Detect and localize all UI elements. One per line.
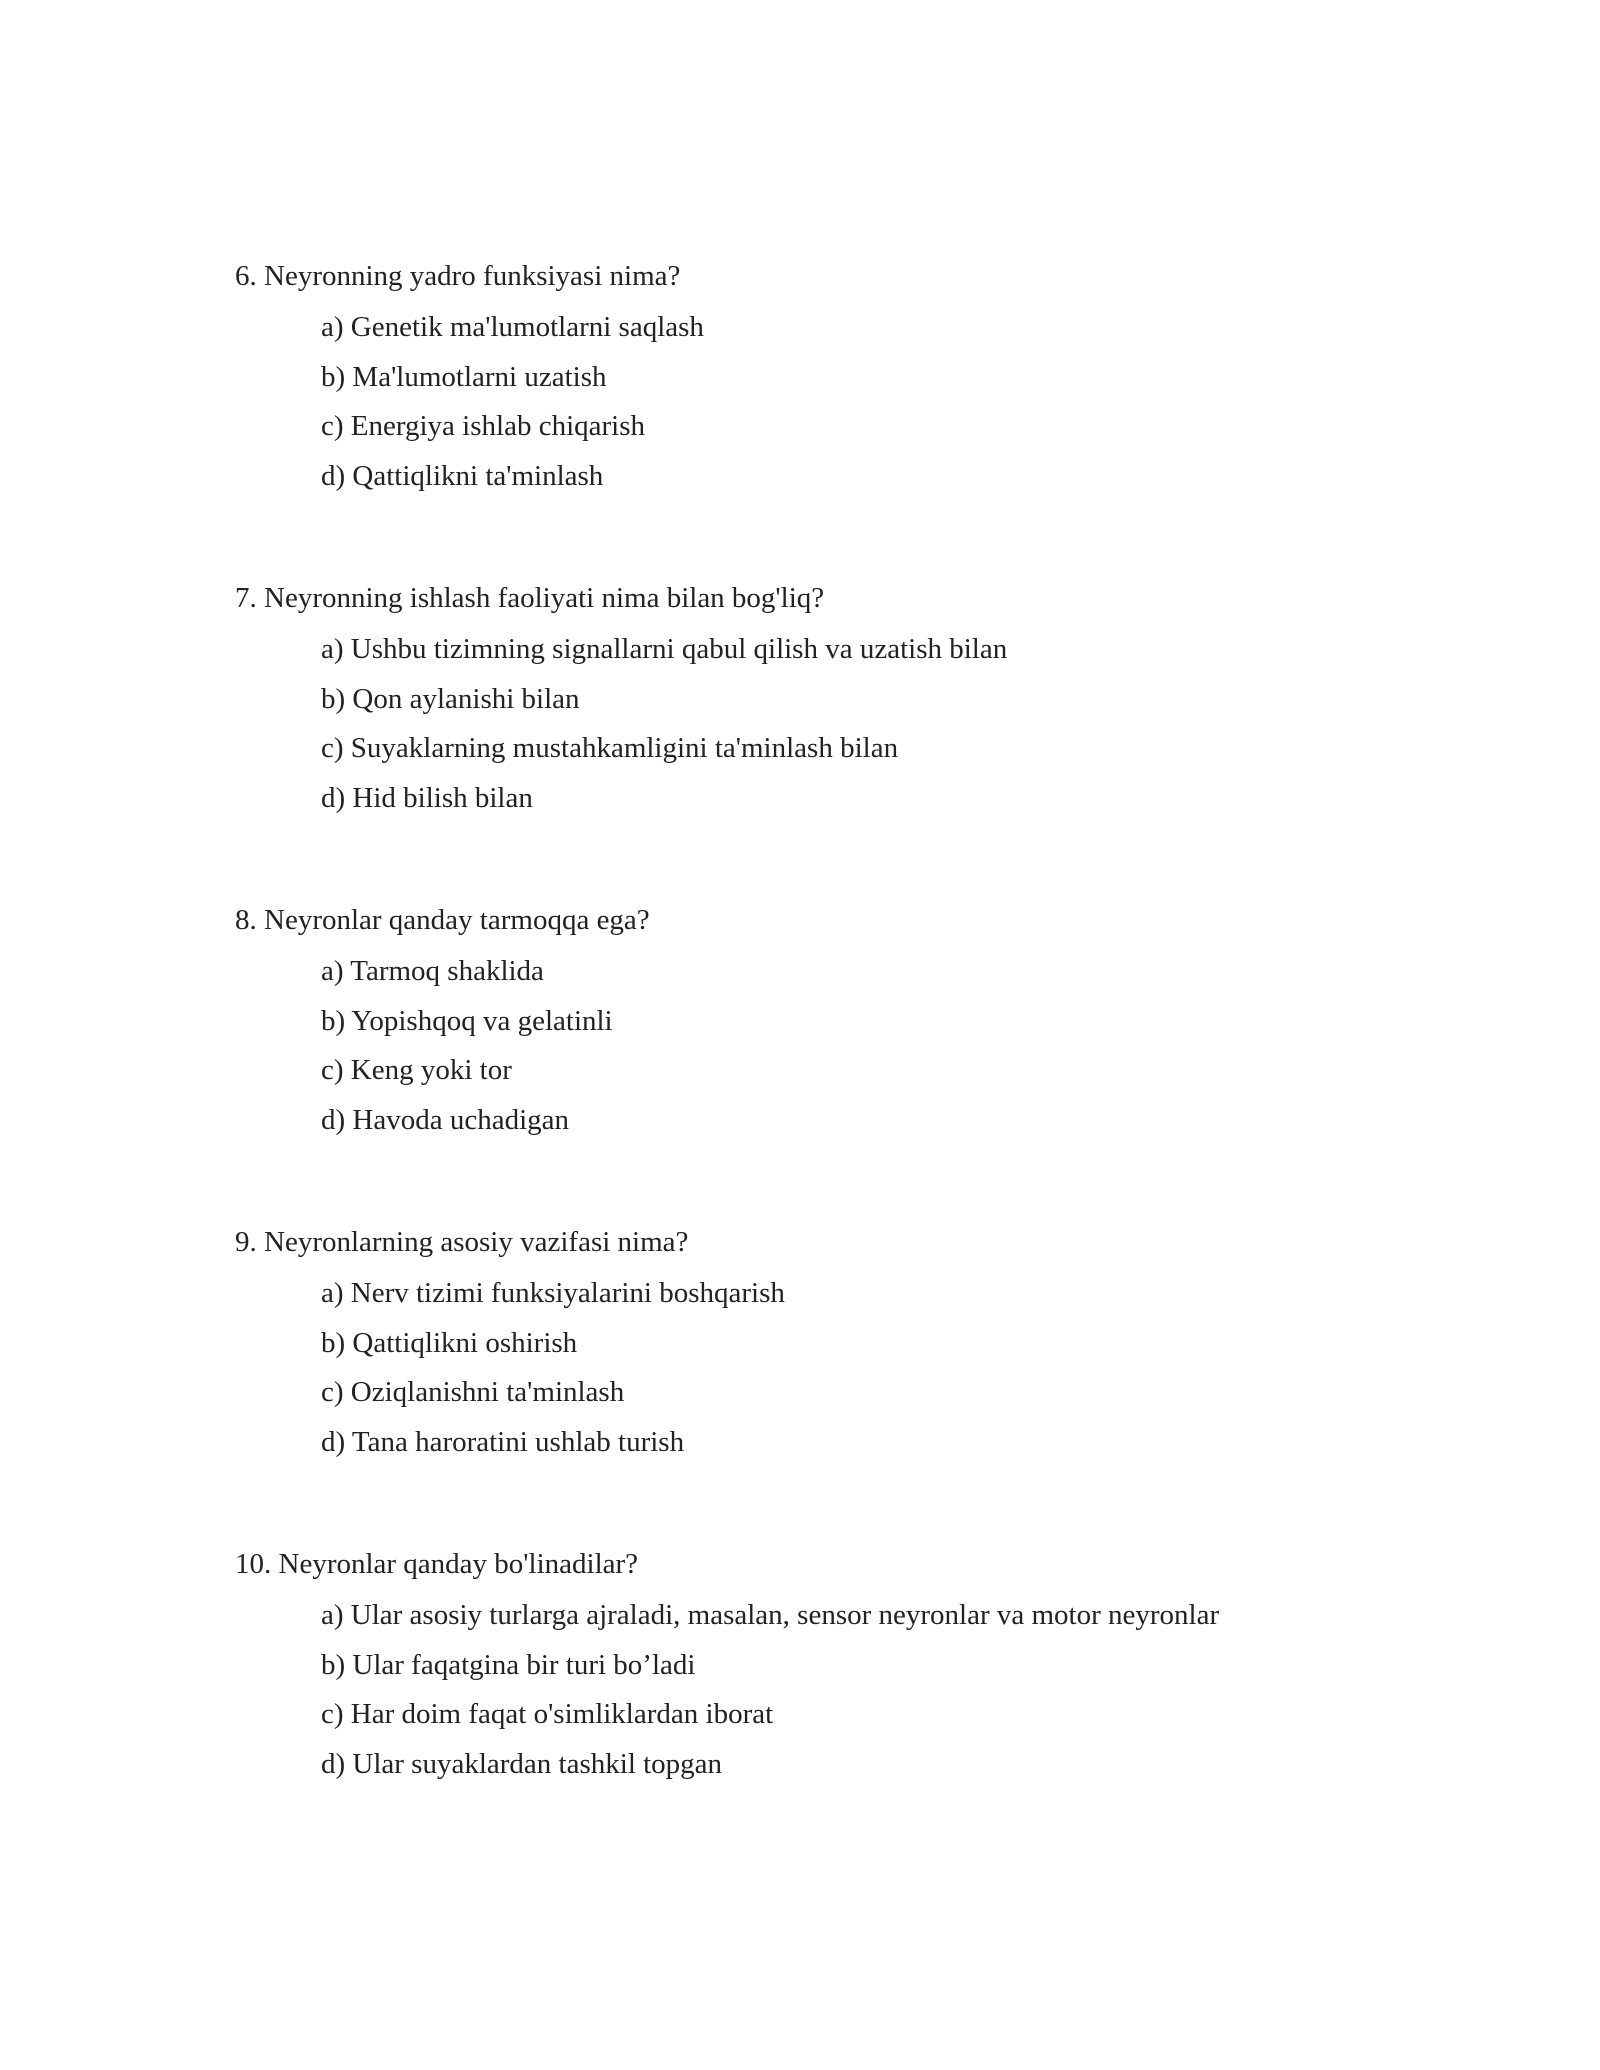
option-a: a) Nerv tizimi funksiyalarini boshqarish [321, 1277, 785, 1309]
answer-options [235, 310, 1435, 493]
option-a: a) Ular asosiy turlarga ajraladi, masalan, sensor neyronlar va motor neyronlar [321, 1599, 1220, 1631]
option-c: c) Har doim faqat o'simliklardan iborat [321, 1698, 774, 1730]
option-b: b) Qon aylanishi bilan [321, 682, 580, 715]
option-b: b) Ular faqatgina bir turi bo’ladi [321, 1648, 696, 1681]
question-text: 7. Neyronning ishlash faoliyati nima bilan bog'liq? [235, 582, 825, 614]
option-d: d) Havoda uchadigan [321, 1103, 570, 1136]
question-text: 6. Neyronning yadro funksiyasi nima? [235, 260, 681, 292]
option-a: a) Tarmoq shaklida [321, 955, 544, 987]
answer-options [235, 632, 1435, 815]
answer-options [235, 954, 1435, 1137]
option-a: a) Ushbu tizimning signallarni qabul qilish va uzatish bilan [321, 633, 1008, 665]
option-d: d) Qattiqlikni ta'minlash [321, 459, 604, 492]
question-10 [235, 1547, 1435, 1796]
question-text: 8. Neyronlar qanday tarmoqqa ega? [235, 904, 650, 936]
option-c: c) Suyaklarning mustahkamligini ta'minlash bilan [321, 732, 899, 764]
question-9 [235, 1225, 1435, 1474]
answer-options [235, 1276, 1435, 1459]
option-c: c) Oziqlanishni ta'minlash [321, 1376, 625, 1408]
question-text: 9. Neyronlarning asosiy vazifasi nima? [235, 1226, 689, 1258]
question-text: 10. Neyronlar qanday bo'linadilar? [235, 1548, 639, 1580]
option-d: d) Hid bilish bilan [321, 781, 533, 814]
option-c: c) Keng yoki tor [321, 1054, 512, 1086]
option-d: d) Tana haroratini ushlab turish [321, 1425, 685, 1458]
option-b: b) Qattiqlikni oshirish [321, 1326, 578, 1359]
question-8 [235, 903, 1435, 1152]
option-a: a) Genetik ma'lumotlarni saqlash [321, 311, 704, 343]
answer-options [235, 1598, 1435, 1781]
question-7 [235, 581, 1435, 830]
option-c: c) Energiya ishlab chiqarish [321, 410, 645, 442]
question-6 [235, 259, 1435, 508]
option-b: b) Yopishqoq va gelatinli [321, 1004, 613, 1037]
option-b: b) Ma'lumotlarni uzatish [321, 360, 607, 393]
option-d: d) Ular suyaklardan tashkil topgan [321, 1747, 723, 1780]
